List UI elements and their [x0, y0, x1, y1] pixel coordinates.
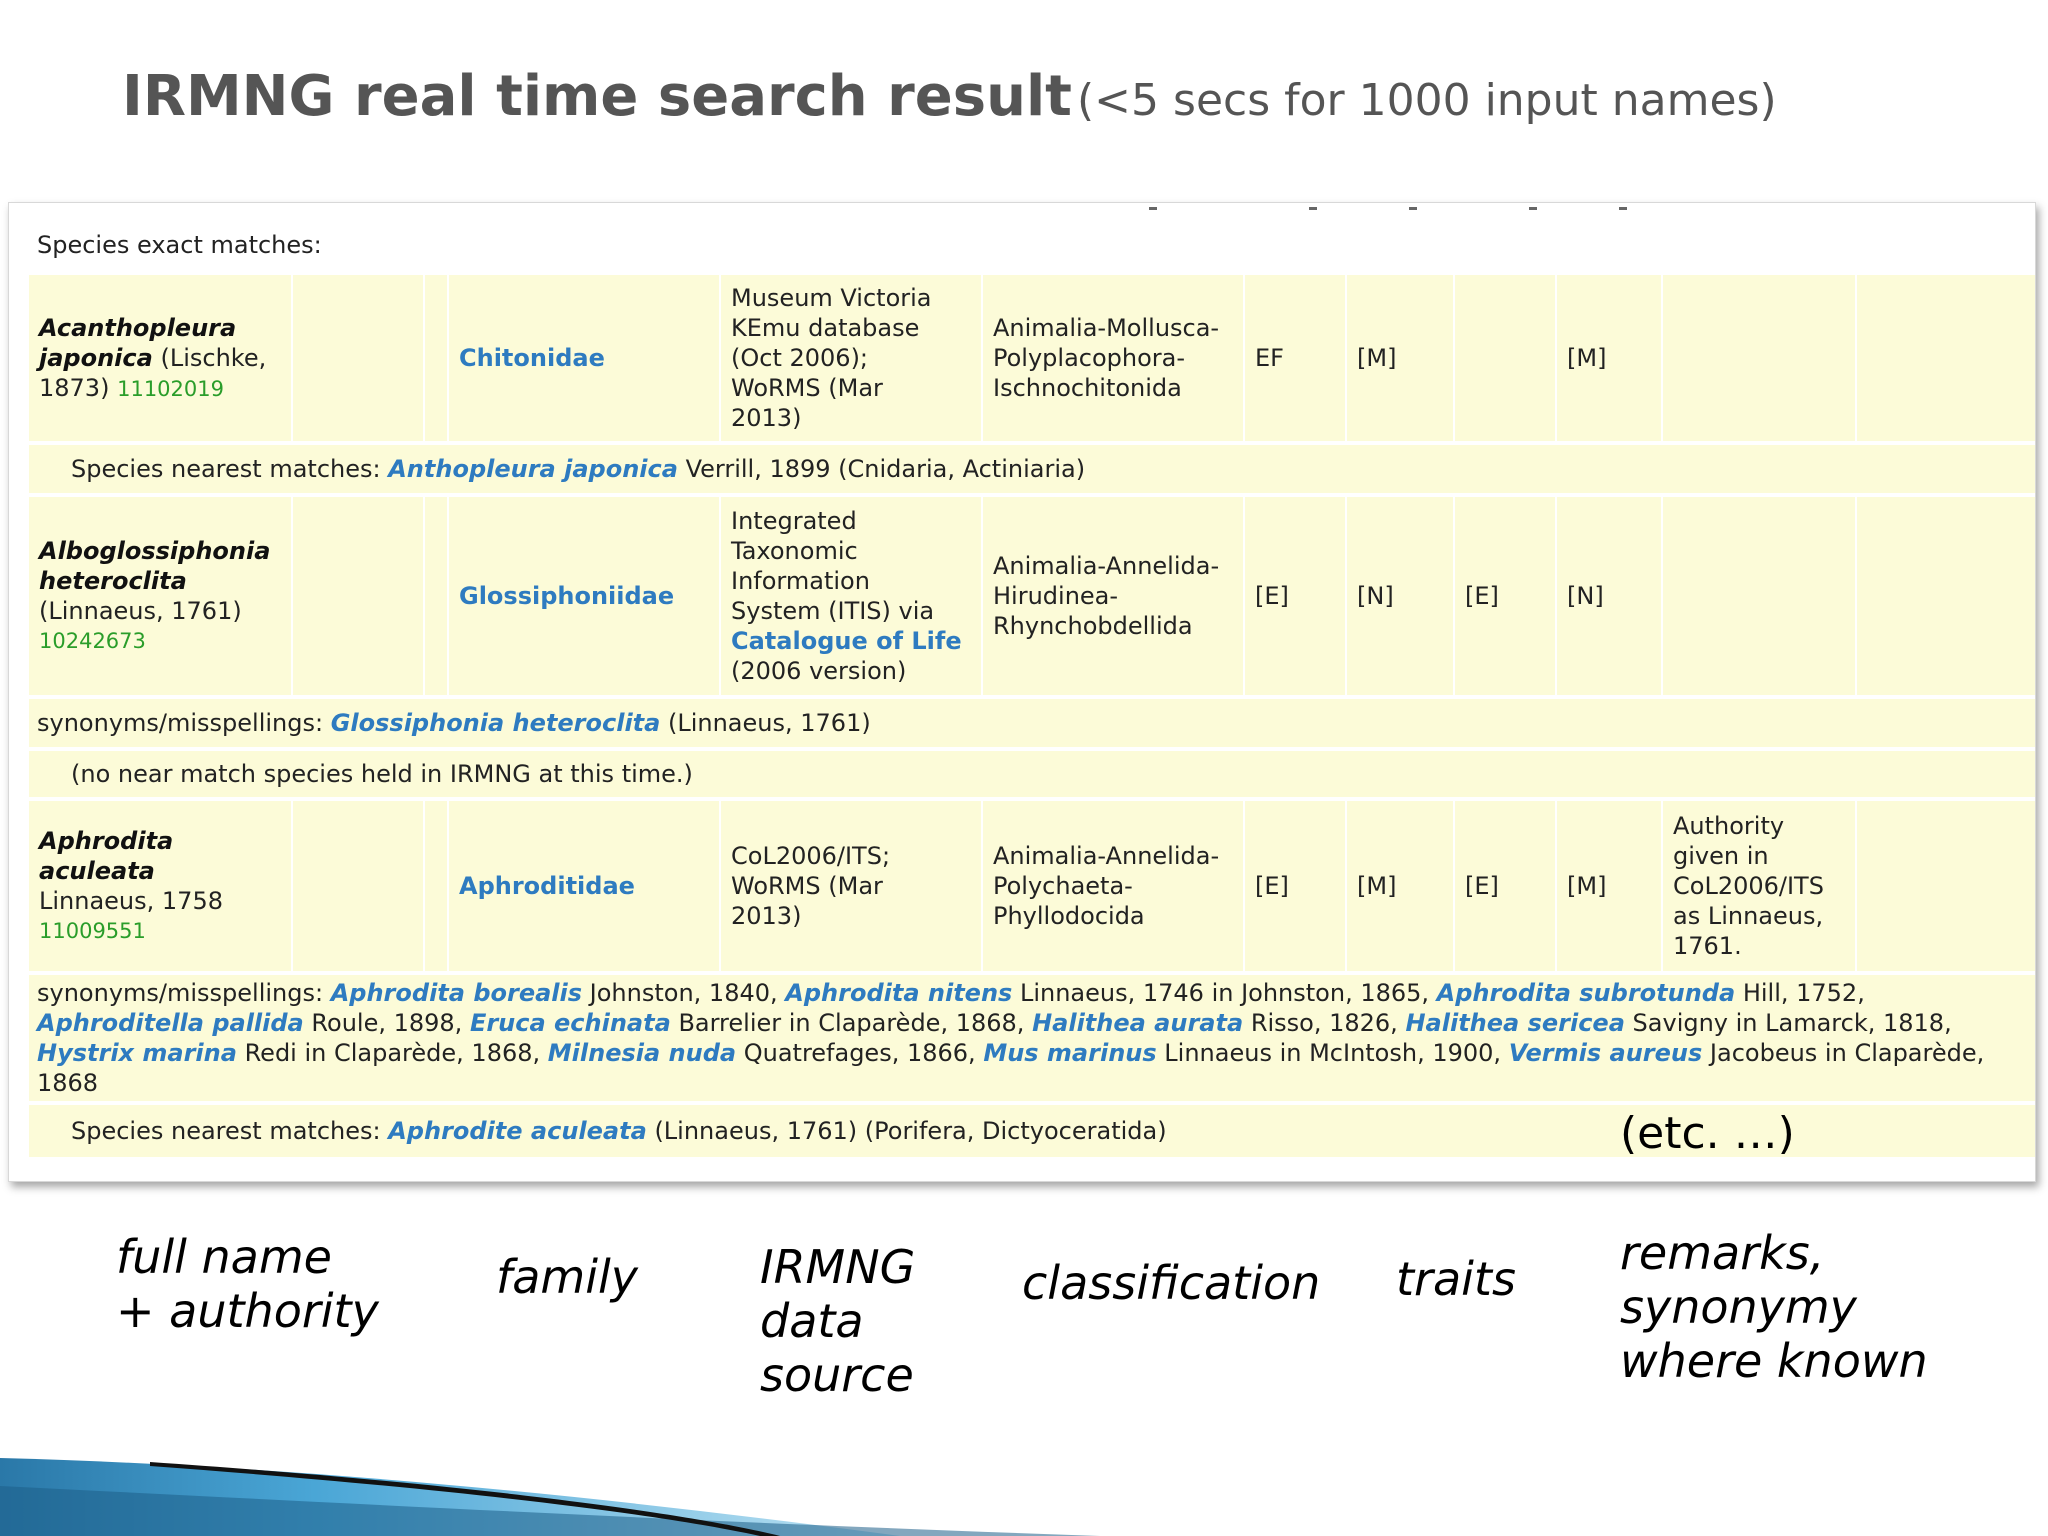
source-line: Taxonomic	[731, 537, 858, 565]
classification-line: Animalia-Annelida-	[993, 552, 1220, 580]
classification-cell	[983, 801, 1243, 971]
decorative-swoosh	[0, 1426, 2048, 1536]
remarks-line: CoL2006/ITS	[1673, 872, 1824, 900]
trait-value: [E]	[1465, 872, 1499, 900]
synonym-link[interactable]: Aphrodita borealis	[330, 979, 583, 1007]
remarks-cell	[1663, 275, 1855, 441]
synonym-link[interactable]: Vermis aureus	[1508, 1039, 1703, 1067]
empty-cell	[293, 497, 423, 695]
trait-value: [N]	[1567, 582, 1604, 610]
source-line: KEmu database	[731, 314, 920, 342]
source-line: System (ITIS) via	[731, 597, 935, 625]
trait-cell	[1455, 275, 1555, 441]
nearest-matches-label: Species nearest matches:	[71, 455, 381, 483]
trait-value: [M]	[1567, 344, 1607, 372]
label-traits: traits	[1396, 1252, 1516, 1306]
species-authority: (Linnaeus, 1761)	[39, 597, 242, 625]
source-line: CoL2006/ITS;	[731, 842, 891, 870]
synonym-authority: Linnaeus, 1746 in Johnston, 1865,	[1019, 979, 1430, 1007]
species-name: Alboglossiphonia	[39, 537, 271, 565]
source-line: (Oct 2006);	[731, 344, 869, 372]
remarks-line: Authority	[1673, 812, 1785, 840]
species-id-link[interactable]: 11009551	[39, 919, 146, 943]
trait-cell	[1347, 275, 1453, 441]
classification-line: Polyplacophora-	[993, 344, 1186, 372]
species-name: heteroclita	[39, 567, 187, 595]
source-cell	[721, 275, 981, 441]
table-row	[29, 801, 2035, 971]
empty-cell	[293, 275, 423, 441]
synonym-authority: Barrelier in Claparède, 1868,	[678, 1009, 1025, 1037]
nearest-match-link[interactable]: Anthopleura japonica	[388, 455, 678, 483]
species-id-link[interactable]: 11102019	[117, 376, 224, 401]
synonym-authority: Quatrefages, 1866,	[743, 1039, 976, 1067]
family-cell	[449, 801, 719, 971]
no-near-match-row	[29, 751, 2035, 797]
remarks-line: given in	[1673, 842, 1769, 870]
classification-line: Polychaeta-	[993, 872, 1133, 900]
synonyms-list	[37, 978, 2027, 1098]
family-link[interactable]: Aphroditidae	[459, 872, 635, 900]
name-cell	[29, 275, 291, 441]
trait-cell	[1347, 497, 1453, 695]
classification-line: Rhynchobdellida	[993, 612, 1193, 640]
catalogue-of-life-link[interactable]: Catalogue of Life	[731, 627, 962, 655]
classification-cell	[983, 497, 1243, 695]
remarks-line: as Linnaeus,	[1673, 902, 1824, 930]
synonym-authority: Jacobeus in Claparède, 1868	[37, 1039, 1985, 1097]
table-row	[29, 275, 2035, 441]
trait-value: [M]	[1357, 872, 1397, 900]
trait-value: [E]	[1465, 582, 1499, 610]
classification-line: Animalia-Annelida-	[993, 842, 1220, 870]
slide-title-sub: (<5 secs for 1000 input names)	[1077, 75, 1777, 126]
classification-line: Hirudinea-	[993, 582, 1119, 610]
synonym-link[interactable]: Halithea aurata	[1032, 1009, 1244, 1037]
trait-cell	[1557, 801, 1661, 971]
source-line: Information	[731, 567, 870, 595]
remarks-cell	[1663, 497, 1855, 695]
synonym-authority: Linnaeus in McIntosh, 1900,	[1164, 1039, 1502, 1067]
search-result-screenshot	[8, 202, 2036, 1182]
trait-cell	[1455, 801, 1555, 971]
synonyms-label: synonyms/misspellings:	[37, 709, 324, 737]
nearest-matches-row	[29, 445, 2035, 493]
exact-matches-caption: Species exact matches:	[37, 231, 322, 259]
synonym-authority: Risso, 1826,	[1250, 1009, 1398, 1037]
trait-cell	[1455, 497, 1555, 695]
etc-note: (etc. …)	[1620, 1108, 1795, 1159]
empty-cell	[1857, 497, 2035, 695]
synonym-link[interactable]: Hystrix marina	[37, 1039, 237, 1067]
source-cell	[721, 497, 981, 695]
source-line: Integrated	[731, 507, 857, 535]
species-authority: Linnaeus, 1758	[39, 887, 223, 915]
synonyms-row	[29, 699, 2035, 747]
remarks-cell	[1663, 801, 1855, 971]
synonym-link[interactable]: Aphrodita subrotunda	[1436, 979, 1736, 1007]
name-cell	[29, 497, 291, 695]
label-family: family	[496, 1250, 638, 1304]
source-line: (2006 version)	[731, 657, 907, 685]
classification-cell	[983, 275, 1243, 441]
table-row	[29, 497, 2035, 695]
synonym-authority: Johnston, 1840,	[589, 979, 778, 1007]
synonyms-row	[29, 975, 2035, 1101]
nearest-match-link[interactable]: Aphrodite aculeata	[388, 1117, 647, 1145]
label-source: IRMNG data source	[760, 1240, 916, 1402]
synonym-authority: Savigny in Lamarck, 1818,	[1632, 1009, 1952, 1037]
trait-value: [N]	[1357, 582, 1394, 610]
synonym-link[interactable]: Aphroditella pallida	[37, 1009, 304, 1037]
trait-cell	[1245, 497, 1345, 695]
family-cell	[449, 275, 719, 441]
family-link[interactable]: Chitonidae	[459, 344, 605, 372]
empty-cell	[1857, 801, 2035, 971]
remarks-line: 1761.	[1673, 932, 1742, 960]
trait-cell	[1347, 801, 1453, 971]
no-near-match-text: (no near match species held in IRMNG at this time.)	[71, 760, 693, 788]
label-full-name: full name + authority	[116, 1230, 379, 1338]
species-id-link[interactable]: 10242673	[39, 629, 146, 653]
synonym-authority: Roule, 1898,	[311, 1009, 463, 1037]
trait-value: [E]	[1255, 872, 1289, 900]
source-line: Museum Victoria	[731, 284, 932, 312]
classification-line: Animalia-Mollusca-	[993, 314, 1220, 342]
label-remarks: remarks, synonymy where known	[1620, 1226, 1928, 1388]
synonym-link[interactable]: Aphrodita nitens	[785, 979, 1013, 1007]
nearest-match-authority: Verrill, 1899 (Cnidaria, Actiniaria)	[685, 455, 1086, 483]
source-line: WoRMS (Mar	[731, 374, 883, 402]
family-link[interactable]: Glossiphoniidae	[459, 582, 675, 610]
trait-value: [M]	[1357, 344, 1397, 372]
trait-cell	[1245, 275, 1345, 441]
trait-value: EF	[1255, 344, 1284, 372]
species-name: Acanthopleura japonica	[39, 313, 237, 372]
classification-line: Phyllodocida	[993, 902, 1145, 930]
synonym-link[interactable]: Halithea sericea	[1405, 1009, 1625, 1037]
species-authority: (Lischke, 1873)	[39, 343, 267, 402]
synonym-authority: (Linnaeus, 1761)	[667, 709, 871, 737]
family-cell	[449, 497, 719, 695]
nearest-match-authority: (Linnaeus, 1761) (Porifera, Dictyoceratida)	[654, 1117, 1167, 1145]
empty-cell	[425, 801, 447, 971]
empty-cell	[1857, 275, 2035, 441]
source-line: WoRMS (Mar	[731, 872, 883, 900]
source-cell	[721, 801, 981, 971]
empty-cell	[425, 275, 447, 441]
trait-cell	[1557, 275, 1661, 441]
empty-cell	[425, 497, 447, 695]
trait-value: [M]	[1567, 872, 1607, 900]
slide-title	[122, 64, 1777, 129]
trait-value: [E]	[1255, 582, 1289, 610]
slide-title-main: IRMNG real time search result	[122, 64, 1072, 129]
empty-cell	[293, 801, 423, 971]
classification-line: Ischnochitonida	[993, 374, 1182, 402]
synonym-link[interactable]: Milnesia nuda	[547, 1039, 737, 1067]
label-classification: classification	[1022, 1256, 1321, 1310]
species-name: Aphrodita	[39, 827, 174, 855]
synonym-link[interactable]: Glossiphonia heteroclita	[330, 709, 661, 737]
name-cell	[29, 801, 291, 971]
trait-cell	[1245, 801, 1345, 971]
cropped-text-edge	[9, 203, 2035, 213]
synonym-link[interactable]: Mus marinus	[983, 1039, 1157, 1067]
synonym-link[interactable]: Eruca echinata	[469, 1009, 671, 1037]
species-name: aculeata	[39, 857, 155, 885]
synonym-authority: Redi in Claparède, 1868,	[244, 1039, 541, 1067]
source-line: 2013)	[731, 902, 802, 930]
synonyms-label: synonyms/misspellings:	[37, 979, 324, 1007]
nearest-matches-label: Species nearest matches:	[71, 1117, 381, 1145]
trait-cell	[1557, 497, 1661, 695]
synonym-authority: Hill, 1752,	[1742, 979, 1865, 1007]
source-line: 2013)	[731, 404, 802, 432]
